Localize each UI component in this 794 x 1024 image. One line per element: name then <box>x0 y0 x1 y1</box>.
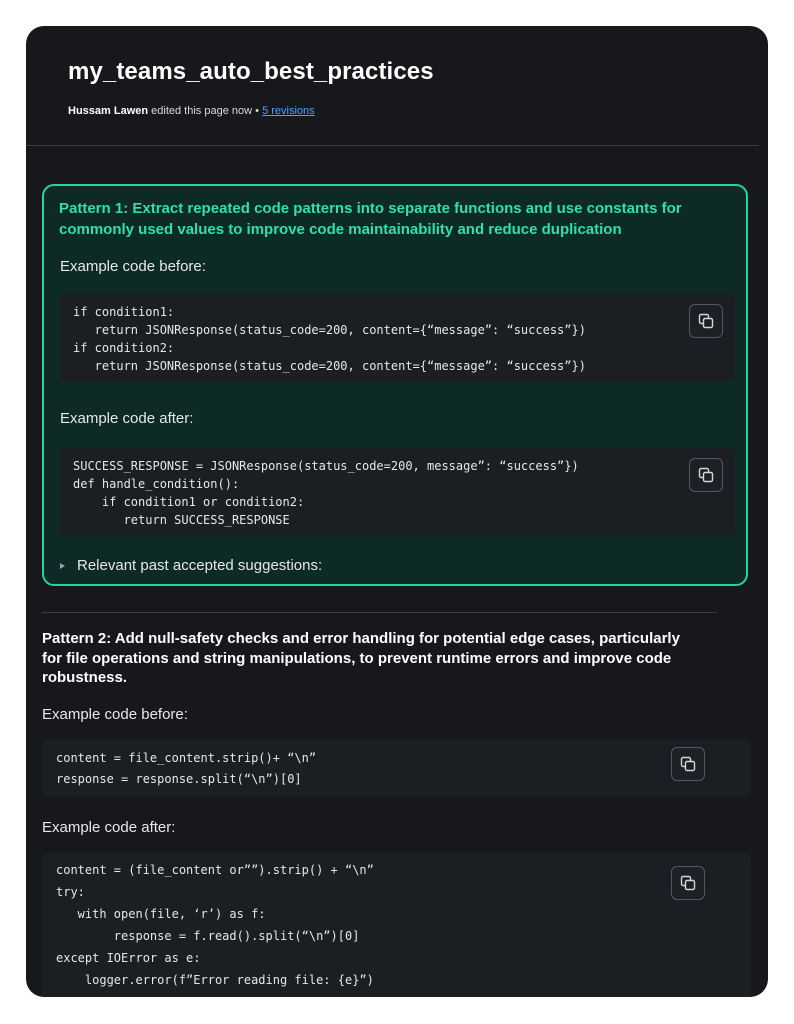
copy-button[interactable] <box>689 304 723 338</box>
code-line: return JSONResponse(status_code=200, content={“message”: “success”}) <box>73 323 586 337</box>
code-line: return JSONResponse(status_code=200, content={“message”: “success”}) <box>73 359 586 373</box>
code-line: content = (file_content or””).strip() + “\n” <box>56 863 374 877</box>
pattern-1-after-label: Example code after: <box>60 410 194 427</box>
pattern-1-before-label: Example code before: <box>60 258 206 275</box>
pattern-2-after-code <box>42 853 751 997</box>
pattern-2-title: Pattern 2: Add null-safety checks and error handling for potential edge cases, particularly for file operations and string manipulations, to prevent runtime errors and improve code robustness. <box>42 630 680 686</box>
editor-name[interactable]: Hussam Lawen <box>68 105 149 117</box>
pattern-1-after-code <box>59 448 735 536</box>
copy-icon <box>698 313 714 329</box>
header-divider <box>26 145 759 146</box>
copy-button[interactable] <box>689 458 723 492</box>
pattern-2-after-label: Example code after: <box>42 819 176 836</box>
copy-button[interactable] <box>671 747 705 781</box>
revisions-link[interactable]: 5 revisions <box>262 105 315 117</box>
meta-separator: • <box>255 105 259 117</box>
past-suggestions-toggle[interactable] <box>60 557 322 574</box>
code-line: try: <box>56 885 85 899</box>
copy-button[interactable] <box>671 866 705 900</box>
copy-icon <box>680 756 696 772</box>
edit-status: edited this page now <box>151 105 253 117</box>
section-divider <box>42 612 717 613</box>
code-line: logger.error(f”Error reading file: {e}”) <box>56 973 374 987</box>
code-line: if condition2: <box>73 341 175 355</box>
pattern-1-title: Pattern 1: Extract repeated code patterns into separate functions and use constants for commonly used values to improve code maintainability and reduce duplication <box>59 200 682 238</box>
code-line: if condition1 or condition2: <box>73 495 305 509</box>
code-line: except IOError as e: <box>56 951 201 965</box>
code-line: if condition1: <box>73 305 175 319</box>
pattern-1-before-code <box>59 294 735 382</box>
past-suggestions-label: Relevant past accepted suggestions: <box>77 557 323 574</box>
copy-icon <box>680 875 696 891</box>
page-card <box>26 26 768 997</box>
code-line: SUCCESS_RESPONSE = JSONResponse(status_code=200, message”: “success”}) <box>73 459 579 473</box>
page-meta <box>68 105 315 117</box>
page-title: my_teams_auto_best_practices <box>68 58 434 85</box>
code-line: with open(file, ‘r’) as f: <box>56 907 266 921</box>
code-line: response = response.split(“\n”)[0] <box>56 772 302 786</box>
pattern-1-block <box>42 184 748 586</box>
pattern-2-before-code <box>42 740 751 797</box>
pattern-2-before-label: Example code before: <box>42 706 188 723</box>
code-line: response = f.read().split(“\n”)[0] <box>56 929 360 943</box>
code-line: content = file_content.strip()+ “\n” <box>56 751 317 765</box>
code-line: return SUCCESS_RESPONSE <box>73 513 290 527</box>
code-line: def handle_condition(): <box>73 477 240 491</box>
triangle-right-icon <box>60 563 65 569</box>
copy-icon <box>698 467 714 483</box>
